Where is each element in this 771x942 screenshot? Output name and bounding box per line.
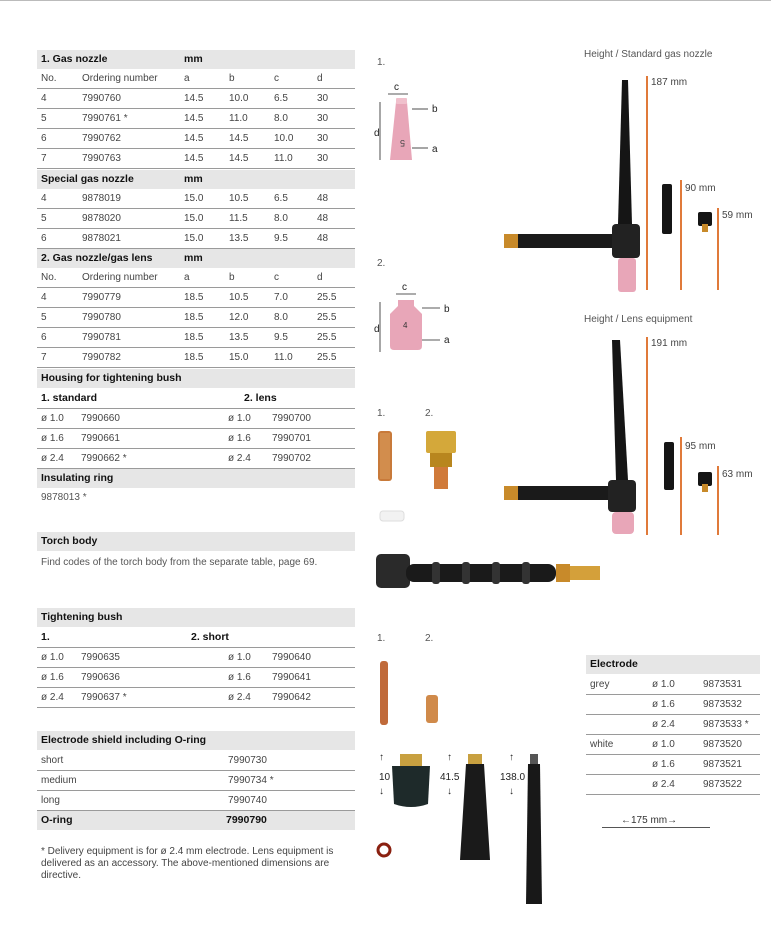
table-cell: ø 1.0 <box>652 679 675 690</box>
table-row <box>37 229 355 249</box>
table-cell: grey <box>590 679 610 690</box>
gas-lens-diagram <box>372 280 462 360</box>
table-cell: 9878021 <box>82 233 121 244</box>
table-cell: 10.0 <box>274 133 294 144</box>
housing-header <box>37 369 355 388</box>
footnote: * Delivery equipment is for ø 2.4 mm electrode. Lens equipment is delivered as an accessory. The above-mentioned dimensions are directive. <box>41 846 334 881</box>
table-cell: ø 1.6 <box>41 433 64 444</box>
table-cell: 7990780 <box>82 312 121 323</box>
dim-c-label: c <box>402 282 407 293</box>
gas-nozzle-header <box>37 50 355 69</box>
table-cell: 25.5 <box>317 292 337 303</box>
table-cell: 25.5 <box>317 312 337 323</box>
electrode-title: Electrode <box>590 658 638 670</box>
table-cell: 7990660 <box>81 413 120 424</box>
unit-label: mm <box>184 53 203 65</box>
table-cell: d <box>317 73 323 84</box>
dim-a-label: a <box>444 335 450 346</box>
insulating-title: Insulating ring <box>41 472 114 484</box>
housing-subheader <box>37 389 355 409</box>
special-gas-nozzle-header <box>37 170 355 189</box>
shield-medium-height: 41.5 <box>440 772 460 783</box>
table-cell: 7990637 * <box>81 692 127 703</box>
table-cell: 7990781 <box>82 332 121 343</box>
table-cell: 30 <box>317 113 329 124</box>
up-arrow-icon: ↑ <box>379 752 384 763</box>
table-cell: 6.5 <box>274 93 288 104</box>
table-row <box>37 409 355 429</box>
up-arrow-icon: ↑ <box>447 752 452 763</box>
table-cell: ø 1.0 <box>41 652 64 663</box>
table-cell: a <box>184 272 190 283</box>
tightening-bush-title: Tightening bush <box>41 611 123 623</box>
tightening-subheader <box>37 628 355 648</box>
shield-title: Electrode shield including O-ring <box>41 734 207 746</box>
dim-d-label: d <box>374 324 380 335</box>
lens-torch-image <box>500 336 730 536</box>
insulating-header <box>37 469 355 488</box>
table-cell: 7990734 * <box>228 775 274 786</box>
table-cell: 14.5 <box>229 133 249 144</box>
lens-height-95: 95 mm <box>685 441 716 452</box>
table-cell: 25.5 <box>317 352 337 363</box>
table-cell: long <box>41 795 60 806</box>
table-cell: ø 2.4 <box>228 453 251 464</box>
table-row <box>37 328 355 348</box>
oring-value: 7990790 <box>226 814 267 826</box>
down-arrow-icon: ↓ <box>379 786 384 797</box>
table-cell: 9873532 <box>703 699 742 710</box>
table-cell: ø 1.6 <box>41 672 64 683</box>
table-cell: b <box>229 73 235 84</box>
table-cell: 14.5 <box>184 93 204 104</box>
gas-lens-title: 2. Gas nozzle/gas lens <box>41 252 153 264</box>
table-row <box>586 775 760 795</box>
table-cell: ø 1.6 <box>652 759 675 770</box>
table-cell: 7990782 <box>82 352 121 363</box>
housing-col1: 1. standard <box>41 392 98 404</box>
table-cell: 15.0 <box>184 213 204 224</box>
table-cell: ø 1.0 <box>41 413 64 424</box>
table-cell: 5 <box>41 312 47 323</box>
gas-lens-header <box>37 249 355 268</box>
table-row <box>37 751 355 771</box>
dim-a-label: a <box>432 144 438 155</box>
table-cell: 14.5 <box>184 113 204 124</box>
table-cell: 14.5 <box>229 153 249 164</box>
table-cell: 7 <box>41 352 47 363</box>
gas-nozzle-title: 1. Gas nozzle <box>41 53 108 65</box>
table-row <box>37 449 355 469</box>
table-cell: 11.0 <box>274 153 293 164</box>
torch-body-title: Torch body <box>41 535 98 547</box>
electrode-length-value: 175 mm <box>631 815 668 826</box>
table-cell: 5 <box>41 213 47 224</box>
std-height-187: 187 mm <box>651 77 688 88</box>
table-cell: 30 <box>317 153 329 164</box>
tb-1-label: 1. <box>377 633 386 644</box>
table-cell: 7990642 <box>272 692 311 703</box>
diagram-2-label: 2. <box>377 258 386 269</box>
oring-row <box>37 811 355 830</box>
table-cell: 9873533 * <box>703 719 749 730</box>
housing-images <box>370 425 480 525</box>
table-header-row <box>37 69 355 89</box>
shield-header <box>37 731 355 750</box>
lens-height-191: 191 mm <box>651 338 688 349</box>
lens-height-title: Height / Lens equipment <box>584 314 693 325</box>
tightening-bush-images <box>370 655 460 730</box>
unit-label: mm <box>184 252 203 264</box>
table-cell: 7990760 <box>82 93 121 104</box>
tb-col2: 2. short <box>191 631 229 643</box>
table-row <box>586 715 760 735</box>
housing-col2: 2. lens <box>244 392 277 404</box>
table-cell: No. <box>41 272 57 283</box>
table-cell: d <box>317 272 323 283</box>
table-cell: 4 <box>41 93 47 104</box>
table-cell: c <box>274 272 279 283</box>
up-arrow-icon: ↑ <box>509 752 514 763</box>
tb-col1: 1. <box>41 631 50 643</box>
table-cell: 8.0 <box>274 213 288 224</box>
table-cell: 13.5 <box>229 332 249 343</box>
arrow-right-icon: → <box>667 815 678 826</box>
std-height-90: 90 mm <box>685 183 716 194</box>
table-cell: 7 <box>41 153 47 164</box>
table-cell: Ordering number <box>82 73 158 84</box>
table-cell: 48 <box>317 213 329 224</box>
table-row <box>37 688 355 708</box>
table-cell: 7990730 <box>228 755 267 766</box>
table-row <box>586 735 760 755</box>
table-cell: 14.5 <box>184 133 204 144</box>
dim-c-label: c <box>394 82 399 93</box>
table-cell: 7990740 <box>228 795 267 806</box>
table-cell: 8.0 <box>274 113 288 124</box>
shield-long-height: 138.0 <box>500 772 526 783</box>
table-cell: 9873521 <box>703 759 742 770</box>
gas-nozzle-diagram <box>372 80 452 175</box>
special-title: Special gas nozzle <box>41 173 134 185</box>
table-cell: 7990662 * <box>81 453 127 464</box>
std-height-59: 59 mm <box>722 210 753 221</box>
table-cell: 18.5 <box>184 352 204 363</box>
electrode-length <box>621 815 677 826</box>
diagram-1-label: 1. <box>377 57 386 68</box>
table-cell: ø 1.6 <box>228 433 251 444</box>
electrode-shields-image <box>370 750 560 910</box>
table-cell: ø 1.6 <box>652 699 675 710</box>
housing-title: Housing for tightening bush <box>41 372 182 384</box>
table-cell: ø 2.4 <box>652 779 675 790</box>
electrode-length-line <box>602 827 710 828</box>
nozzle-size-label: 5 <box>399 138 405 148</box>
table-cell: ø 2.4 <box>41 692 64 703</box>
table-cell: 15.0 <box>229 352 249 363</box>
arrow-left-icon: ← <box>621 815 631 826</box>
table-cell: 9873531 <box>703 679 742 690</box>
table-cell: 7990763 <box>82 153 121 164</box>
lens-height-63: 63 mm <box>722 469 753 480</box>
unit-label: mm <box>184 173 203 185</box>
table-cell: ø 1.0 <box>652 739 675 750</box>
table-cell: 11.5 <box>229 213 248 224</box>
table-cell: ø 1.0 <box>228 652 251 663</box>
table-row <box>37 429 355 449</box>
table-cell: ø 1.0 <box>228 413 251 424</box>
table-cell: 30 <box>317 133 329 144</box>
table-cell: Ordering number <box>82 272 158 283</box>
std-height-title: Height / Standard gas nozzle <box>584 49 713 60</box>
table-cell: 9.5 <box>274 332 288 343</box>
table-cell: 7990636 <box>81 672 120 683</box>
torch-body-image <box>372 548 604 598</box>
table-row <box>37 129 355 149</box>
table-cell: 15.0 <box>184 193 204 204</box>
housing-2-label: 2. <box>425 408 434 419</box>
table-cell: 7990762 <box>82 133 121 144</box>
table-cell: ø 1.6 <box>228 672 251 683</box>
table-row <box>37 149 355 169</box>
shield-short-height: 10 <box>379 772 391 783</box>
table-cell: 6 <box>41 133 47 144</box>
table-row <box>37 308 355 328</box>
table-cell: 13.5 <box>229 233 249 244</box>
table-cell: 7990761 * <box>82 113 128 124</box>
dim-d-label: d <box>374 128 380 139</box>
table-cell: 7990641 <box>272 672 311 683</box>
table-cell: ø 2.4 <box>41 453 64 464</box>
table-cell: 48 <box>317 193 329 204</box>
table-cell: 14.5 <box>184 153 204 164</box>
table-row <box>586 695 760 715</box>
table-cell: 7.0 <box>274 292 288 303</box>
table-cell: 10.5 <box>229 193 249 204</box>
table-cell: 5 <box>41 113 47 124</box>
table-cell: ø 2.4 <box>228 692 251 703</box>
table-cell: 7990700 <box>272 413 311 424</box>
dim-b-label: b <box>432 104 438 115</box>
table-cell: 6 <box>41 233 47 244</box>
table-cell: 7990779 <box>82 292 121 303</box>
table-header-row <box>37 268 355 288</box>
tb-2-label: 2. <box>425 633 434 644</box>
table-cell: 11.0 <box>229 113 248 124</box>
down-arrow-icon: ↓ <box>509 786 514 797</box>
table-cell: 30 <box>317 93 329 104</box>
table-cell: 6.5 <box>274 193 288 204</box>
table-cell: 18.5 <box>184 312 204 323</box>
table-cell: 7990701 <box>272 433 311 444</box>
table-cell: 7990635 <box>81 652 120 663</box>
table-row <box>586 755 760 775</box>
table-cell: 15.0 <box>184 233 204 244</box>
top-rule <box>0 0 771 1</box>
table-cell: 9878019 <box>82 193 121 204</box>
dim-b-label: b <box>444 304 450 315</box>
table-cell: 18.5 <box>184 292 204 303</box>
table-row <box>586 675 760 695</box>
table-row <box>37 189 355 209</box>
oring-label: O-ring <box>41 814 73 826</box>
table-row <box>37 648 355 668</box>
table-row <box>37 288 355 308</box>
table-cell: a <box>184 73 190 84</box>
housing-1-label: 1. <box>377 408 386 419</box>
table-cell: 7990640 <box>272 652 311 663</box>
lens-size-label: 4 <box>403 321 408 330</box>
table-cell: 7990661 <box>81 433 120 444</box>
table-cell: 10.5 <box>229 292 249 303</box>
tightening-bush-header <box>37 608 355 627</box>
table-cell: 7990702 <box>272 453 311 464</box>
table-row <box>37 209 355 229</box>
table-cell: ø 2.4 <box>652 719 675 730</box>
table-cell: 11.0 <box>274 352 293 363</box>
torch-body-text: Find codes of the torch body from the separate table, page 69. <box>41 557 318 568</box>
table-cell: 25.5 <box>317 332 337 343</box>
table-cell: 18.5 <box>184 332 204 343</box>
down-arrow-icon: ↓ <box>447 786 452 797</box>
table-cell: 9873522 <box>703 779 742 790</box>
table-cell: short <box>41 755 64 766</box>
table-cell: 9873520 <box>703 739 742 750</box>
table-row <box>37 89 355 109</box>
table-cell: 4 <box>41 193 47 204</box>
table-cell: 10.0 <box>229 93 249 104</box>
table-cell: 48 <box>317 233 329 244</box>
table-cell: c <box>274 73 279 84</box>
table-cell: 9.5 <box>274 233 288 244</box>
table-cell: No. <box>41 73 57 84</box>
std-torch-image <box>500 74 730 294</box>
table-cell: medium <box>41 775 77 786</box>
table-row <box>37 109 355 129</box>
table-cell: 8.0 <box>274 312 288 323</box>
table-cell: b <box>229 272 235 283</box>
table-row <box>37 668 355 688</box>
table-cell: 6 <box>41 332 47 343</box>
table-cell: 9878020 <box>82 213 121 224</box>
table-cell: 4 <box>41 292 47 303</box>
torch-body-header <box>37 532 355 551</box>
table-row <box>37 771 355 791</box>
table-row <box>37 348 355 368</box>
electrode-header <box>586 655 760 674</box>
insulating-value: 9878013 * <box>41 492 87 503</box>
table-cell: white <box>590 739 614 750</box>
table-row <box>37 791 355 811</box>
table-cell: 12.0 <box>229 312 249 323</box>
